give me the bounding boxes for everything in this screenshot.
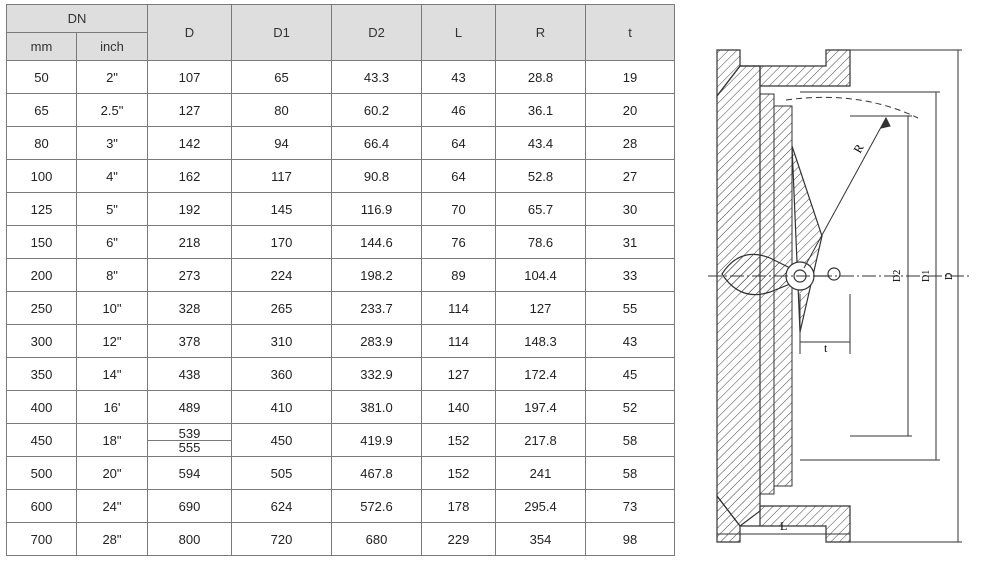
table-cell: 690	[148, 490, 232, 523]
table-cell: 46	[422, 94, 496, 127]
table-cell: 700	[7, 523, 77, 556]
table-cell: 114	[422, 292, 496, 325]
table-cell: 27	[586, 160, 675, 193]
table-cell: 43	[422, 61, 496, 94]
table-cell: 104.4	[496, 259, 586, 292]
table-cell: 58	[586, 424, 675, 457]
table-cell: 43.3	[332, 61, 422, 94]
table-cell: 3"	[77, 127, 148, 160]
vertical-dimensions	[800, 50, 962, 542]
table-cell: 197.4	[496, 391, 586, 424]
label-d: D	[944, 272, 955, 280]
table-cell: 4"	[77, 160, 148, 193]
table-cell: 489	[148, 391, 232, 424]
table-cell: 28.8	[496, 61, 586, 94]
table-cell: 720	[232, 523, 332, 556]
table-cell: 310	[232, 325, 332, 358]
table-cell: 19	[586, 61, 675, 94]
table-cell: 381.0	[332, 391, 422, 424]
table-cell: 410	[232, 391, 332, 424]
table-cell: 24"	[77, 490, 148, 523]
table-cell: 192	[148, 193, 232, 226]
table-cell: 98	[586, 523, 675, 556]
dimension-table	[6, 4, 675, 556]
table-cell: 65	[7, 94, 77, 127]
table-cell: 127	[496, 292, 586, 325]
table-cell: 572.6	[332, 490, 422, 523]
label-d2: D2	[892, 269, 903, 282]
table-row	[7, 160, 675, 193]
table-cell: 145	[232, 193, 332, 226]
table-cell: 52.8	[496, 160, 586, 193]
label-t: t	[824, 341, 828, 355]
table-row	[7, 523, 675, 556]
table-row	[7, 490, 675, 523]
table-cell: 116.9	[332, 193, 422, 226]
table-cell: 229	[422, 523, 496, 556]
table-cell: 64	[422, 127, 496, 160]
table-cell: 350	[7, 358, 77, 391]
table-cell: 45	[586, 358, 675, 391]
table-cell: 265	[232, 292, 332, 325]
table-cell: 52	[586, 391, 675, 424]
table-cell: 127	[148, 94, 232, 127]
table-row	[7, 457, 675, 490]
table-cell: 66.4	[332, 127, 422, 160]
table-cell: 217.8	[496, 424, 586, 457]
table-cell: 31	[586, 226, 675, 259]
table-cell: 50	[7, 61, 77, 94]
table-cell: 55	[586, 292, 675, 325]
table-cell: 80	[232, 94, 332, 127]
table-cell: 10"	[77, 292, 148, 325]
table-cell: 94	[232, 127, 332, 160]
table-cell: 60.2	[332, 94, 422, 127]
header-d: D	[148, 5, 232, 61]
table-cell: 148.3	[496, 325, 586, 358]
table-cell: 8"	[77, 259, 148, 292]
table-cell: 283.9	[332, 325, 422, 358]
table-cell: 467.8	[332, 457, 422, 490]
header-inch: inch	[77, 33, 148, 61]
table-row	[7, 358, 675, 391]
table-cell: 5"	[77, 193, 148, 226]
table-cell: 33	[586, 259, 675, 292]
table-cell: 438	[148, 358, 232, 391]
table-row	[7, 226, 675, 259]
table-cell: 152	[422, 457, 496, 490]
table-cell: 500	[7, 457, 77, 490]
table-cell: 152	[422, 424, 496, 457]
label-l: L	[780, 519, 788, 533]
table-cell: 800	[148, 523, 232, 556]
table-cell: 65.7	[496, 193, 586, 226]
table-cell: 594	[148, 457, 232, 490]
table-cell: 162	[148, 160, 232, 193]
table-cell: 2"	[77, 61, 148, 94]
header-d2: D2	[332, 5, 422, 61]
table-cell: 224	[232, 259, 332, 292]
table-cell: 76	[422, 226, 496, 259]
table-cell: 295.4	[496, 490, 586, 523]
header-l: L	[422, 5, 496, 61]
table-cell: 14"	[77, 358, 148, 391]
table-cell: 6"	[77, 226, 148, 259]
table-cell: 117	[232, 160, 332, 193]
table-row	[7, 325, 675, 358]
table-cell: 28	[586, 127, 675, 160]
table-cell: 127	[422, 358, 496, 391]
table-cell: 16'	[77, 391, 148, 424]
valve-drawing	[700, 36, 980, 546]
header-r: R	[496, 5, 586, 61]
table-cell: 43.4	[496, 127, 586, 160]
table-row	[7, 424, 675, 457]
table-cell: 43	[586, 325, 675, 358]
label-d1: D1	[921, 269, 932, 282]
table-row	[7, 61, 675, 94]
table-cell: 150	[7, 226, 77, 259]
table-cell: 36.1	[496, 94, 586, 127]
table-cell: 680	[332, 523, 422, 556]
table-row	[7, 391, 675, 424]
table-cell: 18"	[77, 424, 148, 457]
table-body	[7, 61, 675, 556]
table-cell: 80	[7, 127, 77, 160]
table-cell: 178	[422, 490, 496, 523]
table-cell: 328	[148, 292, 232, 325]
header-t: t	[586, 5, 675, 61]
table-cell: 400	[7, 391, 77, 424]
table-cell: 354	[496, 523, 586, 556]
table-cell: 90.8	[332, 160, 422, 193]
table-cell: 539 555	[148, 424, 232, 457]
table-cell: 419.9	[332, 424, 422, 457]
table-cell: 2.5"	[77, 94, 148, 127]
table-cell: 170	[232, 226, 332, 259]
table-cell: 28"	[77, 523, 148, 556]
table-cell: 450	[232, 424, 332, 457]
table-cell: 300	[7, 325, 77, 358]
table-row	[7, 193, 675, 226]
table-cell: 64	[422, 160, 496, 193]
label-r: R	[850, 141, 867, 156]
table-cell: 20	[586, 94, 675, 127]
table-cell: 125	[7, 193, 77, 226]
table-cell: 250	[7, 292, 77, 325]
table-row	[7, 259, 675, 292]
table-cell: 58	[586, 457, 675, 490]
table-cell: 100	[7, 160, 77, 193]
table-cell: 233.7	[332, 292, 422, 325]
table-cell: 332.9	[332, 358, 422, 391]
table-cell: 218	[148, 226, 232, 259]
table-cell: 624	[232, 490, 332, 523]
table-cell: 78.6	[496, 226, 586, 259]
header-mm: mm	[7, 33, 77, 61]
table-cell: 73	[586, 490, 675, 523]
table-row	[7, 94, 675, 127]
table-cell: 12"	[77, 325, 148, 358]
table-cell: 20"	[77, 457, 148, 490]
table-row	[7, 127, 675, 160]
table-cell: 360	[232, 358, 332, 391]
header-dn: DN	[7, 5, 148, 33]
table-row	[7, 292, 675, 325]
table-cell: 144.6	[332, 226, 422, 259]
table-cell: 89	[422, 259, 496, 292]
table-cell: 114	[422, 325, 496, 358]
table-cell: 30	[586, 193, 675, 226]
table-cell: 198.2	[332, 259, 422, 292]
table-cell: 200	[7, 259, 77, 292]
table-cell: 107	[148, 61, 232, 94]
table-cell: 70	[422, 193, 496, 226]
table-cell: 450	[7, 424, 77, 457]
table-cell: 65	[232, 61, 332, 94]
table-cell: 378	[148, 325, 232, 358]
table-cell: 142	[148, 127, 232, 160]
table-cell: 140	[422, 391, 496, 424]
table-cell: 172.4	[496, 358, 586, 391]
table-cell: 273	[148, 259, 232, 292]
table-cell: 505	[232, 457, 332, 490]
header-d1: D1	[232, 5, 332, 61]
table-cell: 600	[7, 490, 77, 523]
table-cell: 241	[496, 457, 586, 490]
